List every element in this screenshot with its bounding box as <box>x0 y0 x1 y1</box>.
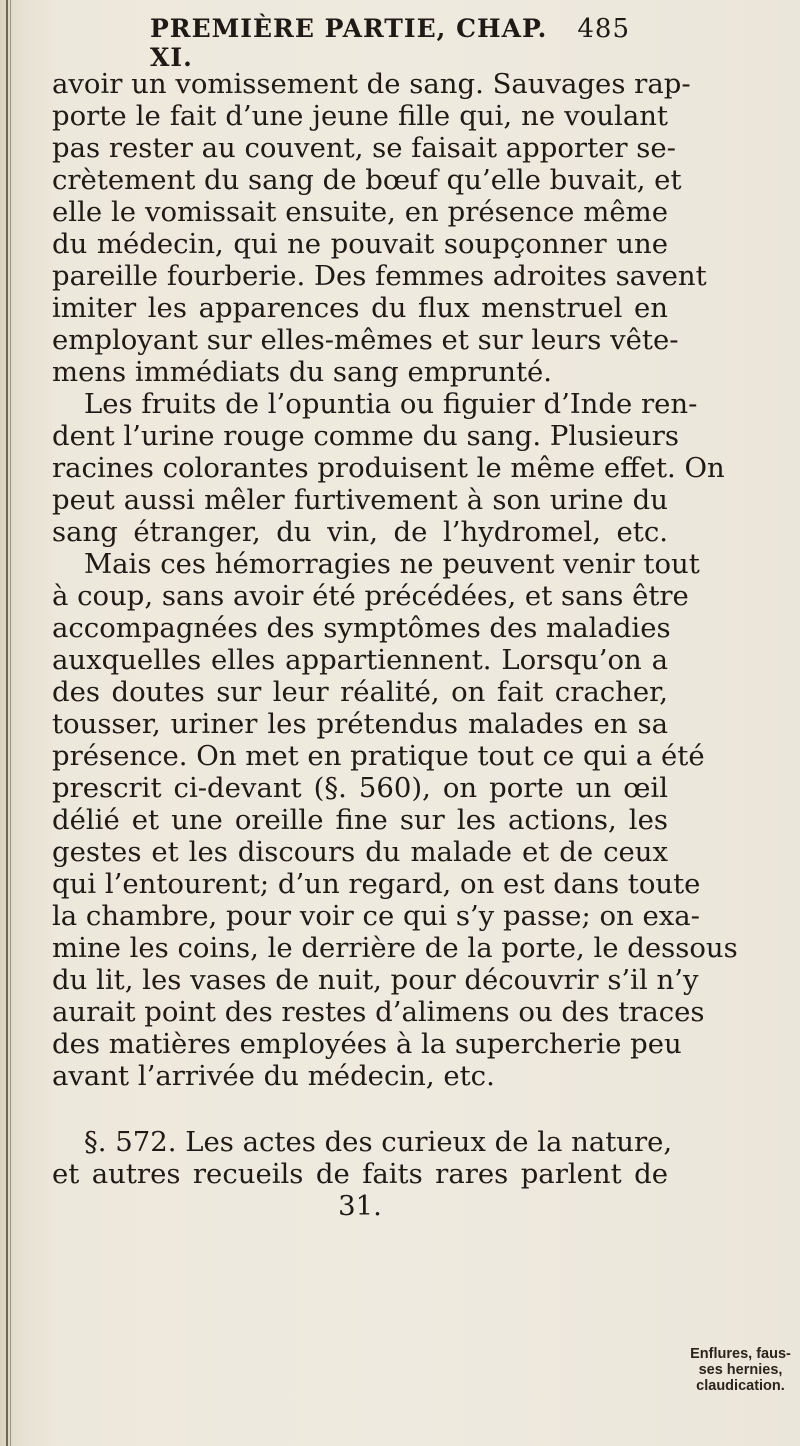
text-line: mens immédiats du sang emprunté. <box>52 356 553 388</box>
running-title: PREMIÈRE PARTIE, CHAP. XI. <box>150 14 548 72</box>
text-line: accompagnées des symptômes des maladies <box>52 612 671 644</box>
text-line: des doutes sur leur réalité, on fait cracher, <box>52 676 668 708</box>
text-line: Les fruits de l’opuntia ou figuier d’Inde ren- <box>84 388 698 420</box>
text-line: sang étranger, du vin, de l’hydromel, etc. <box>52 516 668 548</box>
text-line: mine les coins, le derrière de la porte, le dessous <box>52 932 738 964</box>
signature-mark: 31. <box>338 1190 382 1222</box>
binding-edge-inner <box>10 0 11 1446</box>
text-line: tousser, uriner les prétendus malades en sa <box>52 708 668 740</box>
text-line: la chambre, pour voir ce qui s’y passe; on exa- <box>52 900 700 932</box>
text-line: pas rester au couvent, se faisait apporter se- <box>52 132 676 164</box>
text-line: avoir un vomissement de sang. Sauvages rap- <box>52 68 691 100</box>
text-line: crètement du sang de bœuf qu’elle buvait, et <box>52 164 682 196</box>
text-line: porte le fait d’une jeune fille qui, ne voulant <box>52 100 668 132</box>
text-line: prescrit ci-devant (§. 560), on porte un œil <box>52 772 668 804</box>
running-header <box>150 14 630 72</box>
text-line: aurait point des restes d’alimens ou des traces <box>52 996 705 1028</box>
body-text <box>52 68 738 1222</box>
text-line: elle le vomissait ensuite, en présence même <box>52 196 668 228</box>
text-line: délié et une oreille fine sur les actions, les <box>52 804 668 836</box>
page-number: 485 <box>577 14 630 44</box>
section-line: et autres recueils de faits rares parlent de <box>52 1158 668 1190</box>
section-line: §. 572. Les actes des curieux de la nature, <box>84 1126 673 1158</box>
binding-edge <box>6 0 8 1446</box>
text-line: pareille fourberie. Des femmes adroites savent <box>52 260 707 292</box>
text-line: qui l’entourent; d’un regard, on est dans toute <box>52 868 701 900</box>
margin-note-line: Enflures, faus- <box>690 1346 791 1362</box>
margin-note <box>683 1346 798 1394</box>
text-line: auxquelles elles appartiennent. Lorsqu’on a <box>52 644 668 676</box>
text-line: du médecin, qui ne pouvait soupçonner une <box>52 228 668 260</box>
text-line: employant sur elles-mêmes et sur leurs vête- <box>52 324 679 356</box>
section-gap <box>52 1092 668 1126</box>
margin-note-line: claudication. <box>696 1378 785 1394</box>
text-line: avant l’arrivée du médecin, etc. <box>52 1060 495 1092</box>
text-line: présence. On met en pratique tout ce qui a été <box>52 740 705 772</box>
text-line: racines colorantes produisent le même effet. On <box>52 452 725 484</box>
text-line: Mais ces hémorragies ne peuvent venir tout <box>84 548 700 580</box>
text-line: du lit, les vases de nuit, pour découvrir s’il n’y <box>52 964 699 996</box>
text-line: dent l’urine rouge comme du sang. Plusieurs <box>52 420 679 452</box>
margin-note-line: ses hernies, <box>698 1362 783 1378</box>
text-line: peut aussi mêler furtivement à son urine du <box>52 484 668 516</box>
text-line: imiter les apparences du flux menstruel en <box>52 292 668 324</box>
text-line: des matières employées à la supercherie peu <box>52 1028 682 1060</box>
text-line: gestes et les discours du malade et de ceux <box>52 836 668 868</box>
text-line: à coup, sans avoir été précédées, et sans être <box>52 580 689 612</box>
